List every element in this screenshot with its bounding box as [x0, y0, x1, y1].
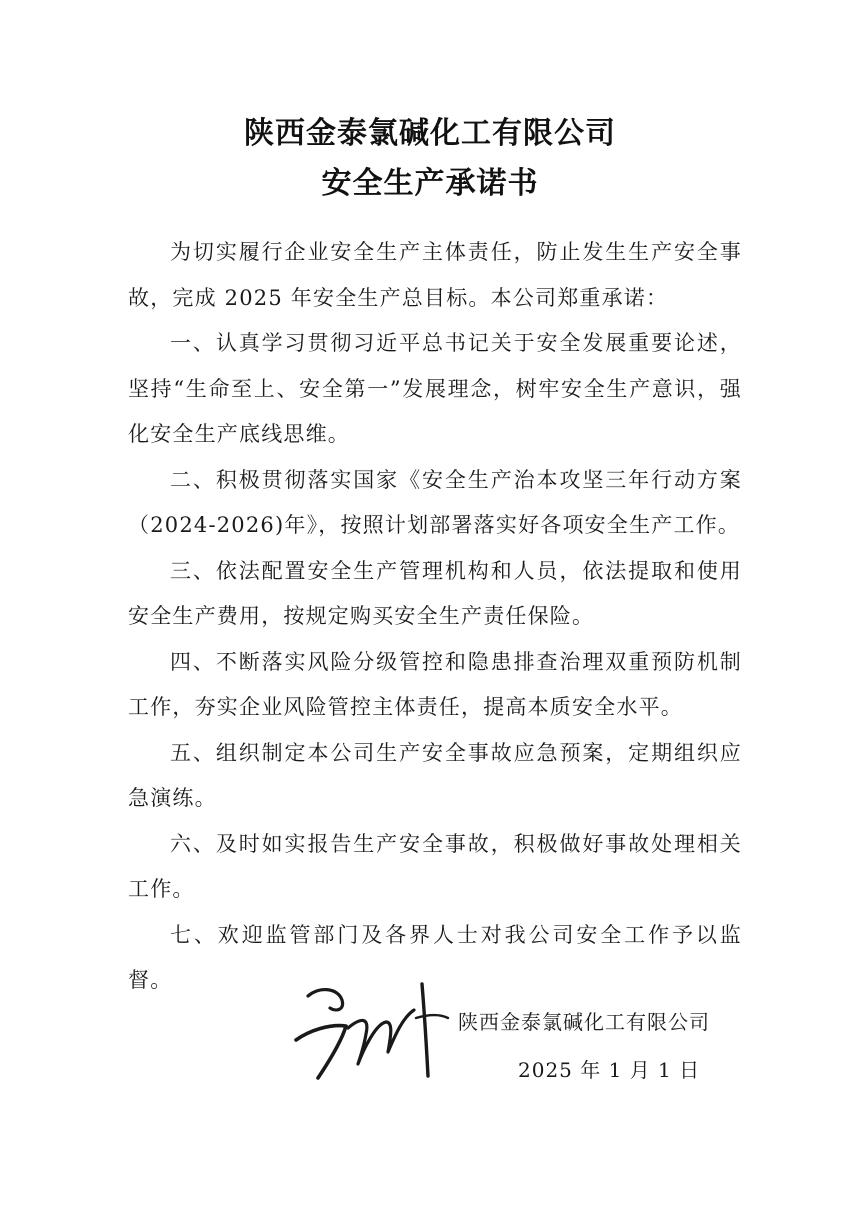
- paragraph-1: 一、认真学习贯彻习近平总书记关于安全发展重要论述，坚持“生命至上、安全第一”发展理念，树牢安全生产意识，强化安全生产底线思维。: [128, 331, 742, 446]
- paragraph-5: 五、组织制定本公司生产安全事故应急预案，定期组织应急演练。: [128, 740, 742, 810]
- document-title-company: 陕西金泰氯碱化工有限公司: [244, 116, 616, 151]
- signature-date: 2025 年 1 月 1 日: [518, 1058, 701, 1082]
- paragraph-7: 七、欢迎监管部门及各界人士对我公司安全工作予以监督。: [128, 922, 742, 992]
- signature-company: 陕西金泰氯碱化工有限公司: [458, 1010, 710, 1034]
- paragraph-intro: 为切实履行企业安全生产主体责任，防止发生生产安全事故，完成 2025 年安全生产总目标。本公司郑重承诺：: [128, 240, 742, 310]
- paragraph-2: 二、积极贯彻落实国家《安全生产治本攻坚三年行动方案（2024-2026)年》，按照计划部署落实好各项安全生产工作。: [128, 467, 742, 537]
- paragraph-3: 三、依法配置安全生产管理机构和人员，依法提取和使用安全生产费用，按规定购买安全生产责任保险。: [128, 558, 742, 628]
- document-title: 安全生产承诺书: [321, 166, 539, 201]
- document-body: [128, 230, 742, 1004]
- paragraph-6: 六、及时如实报告生产安全事故，积极做好事故处理相关工作。: [128, 831, 742, 901]
- handwritten-signature-icon: [290, 978, 450, 1098]
- paragraph-4: 四、不断落实风险分级管控和隐患排查治理双重预防机制工作，夯实企业风险管控主体责任，提高本质安全水平。: [128, 649, 742, 719]
